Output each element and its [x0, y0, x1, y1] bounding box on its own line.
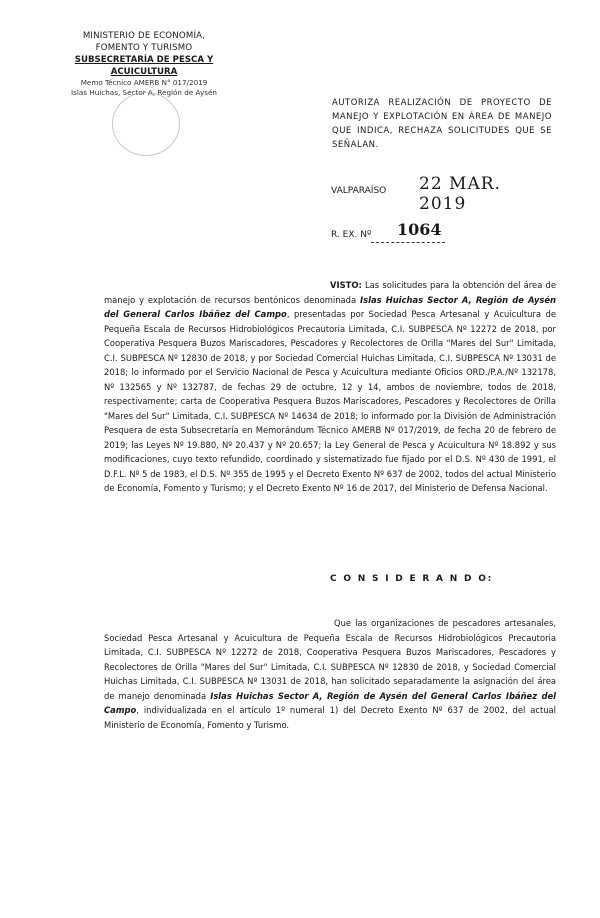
visto-label: VISTO: — [330, 280, 362, 290]
visto-text-2: , presentadas por Sociedad Pesca Artesanal y Acuicultura de Pequeña Escala de Recursos Hidrobiológicos Precautoria Limitada, C.I. SUBPESCA Nº 12272 de 2018, por Cooperativa Pesquera Buzos Mariscadores, Pescadores y Recolectores de Orilla "Mares del Sur" Limitada, C.I. SUBPESCA Nº 12830 de 2018, y por Sociedad Comercial Huichas Limitada, C.I. SUBPESCA Nº 13031 de 2018; lo informado por el Servicio Nacional de Pesca y Acuicultura mediante Oficios ORD./P.A./Nº 132178, Nº 132565 y Nº 132787, de fechas 29 de octubre, 12 y 14, ambos de noviembre, todos de 2018, respectivamente; carta de Cooperativa Pesquera Buzos Mariscadores, Pescadores y Recolectores de Orilla "Mares del Sur" Limitada, C.I. SUBPESCA Nº 14634 de 2018; lo informado por la División de Administración Pesquera de esta Subsecretaría en Memorándum Técnico AMERB Nº 017/2019, de fecha 20 de febrero de 2019; las Leyes Nº 19.880, Nº 20.437 y Nº 20.657; la Ley General de Pesca y Acuicultura Nº 18.892 y sus modificaciones, cuyo texto refundido, coordinado y sistematizado fue fijado por el D.S. Nº 430 de 1991, el D.F.L. Nº 5 de 1983, el D.S. Nº 355 de 1995 y el Decreto Exento Nº 637 de 2002, todos del actual Ministerio de Economía, Fomento y Turismo; y el Decreto Exento Nº 16 de 2017, del Ministerio de Defensa Nacional. — [104, 309, 556, 493]
area-location: Islas Huichas, Sector A, Región de Aysén — [71, 88, 217, 97]
visto-area-name: Islas Huichas Sector A, Región de Aysén del General Carlos Ibáñez del Campo — [104, 294, 556, 319]
resolution-number — [331, 220, 551, 246]
visto-paragraph — [104, 278, 556, 496]
date-stamp: 22 MAR. 2019 — [419, 174, 501, 214]
considerando-text-1: Que las organizaciones de pescadores artesanales, Sociedad Pesca Artesanal y Acuicultura de Pequeña Escala de Recursos Hidrobiológicos Precautoria Limitada, C.I. SUBPESCA Nº 12272 de 2018, Cooperativa Pesquera Buzos Mariscadores, Pescadores y Recolectores de Orilla "Mares del Sur" Limitada, C.I. SUBPESCA Nº 12830 de 2018, y Sociedad Comercial Huichas Limitada, C.I. SUBPESCA Nº 13031 de 2018, han solicitado separadamente la asignación del área de manejo denominada — [104, 618, 556, 701]
place-and-date — [331, 174, 551, 214]
ministry-line-2: FOMENTO Y TURISMO — [95, 43, 193, 53]
resolution-title: AUTORIZA REALIZACIÓN DE PROYECTO DE MANEJO Y EXPLOTACIÓN EN ÁREA DE MANEJO QUE INDICA, RECHAZA SOLICITUDES QUE SE SEÑALAN. — [332, 98, 552, 150]
letterhead — [44, 30, 244, 98]
rex-underline — [371, 242, 445, 243]
rex-label: R. EX. Nº — [331, 230, 372, 240]
official-seal-icon — [112, 92, 180, 156]
considerando-paragraph-1 — [104, 616, 556, 732]
visto-text-1: Las solicitudes para la obtención del área de manejo y explotación de recursos bentónicos denominada — [104, 280, 556, 305]
ministry-line-1: MINISTERIO DE ECONOMÍA, — [82, 31, 206, 41]
considerando-text-2: , individualizada en el artículo 1º numeral 1) del Decreto Exento Nº 637 de 2002, del actual Ministerio de Economía, Fomento y Turismo. — [104, 705, 556, 730]
considerando-heading: C O N S I D E R A N D O: — [330, 574, 494, 584]
subsecretaria-name: SUBSECRETARÍA DE PESCA Y ACUICULTURA — [74, 55, 214, 77]
rex-number: 1064 — [397, 220, 442, 239]
considerando-area-name: Islas Huichas Sector A, Región de Aysén del General Carlos Ibáñez del Campo — [104, 690, 556, 715]
memo-reference: Memo Técnico AMERB N° 017/2019 — [80, 78, 208, 87]
place-name: VALPARAÍSO — [331, 186, 387, 196]
